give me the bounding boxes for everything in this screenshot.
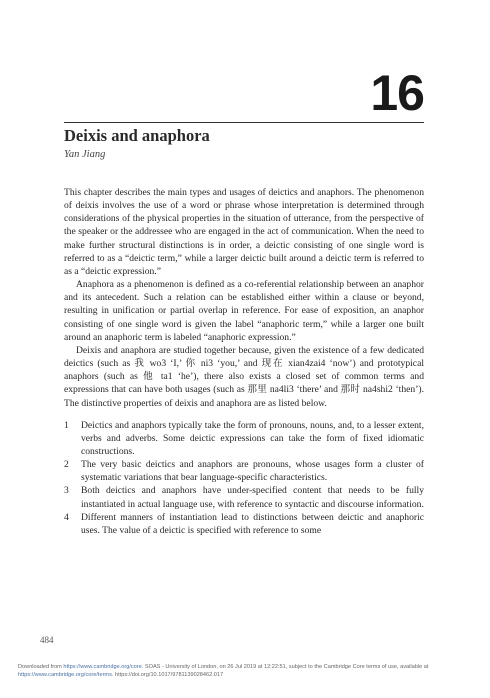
download-footer xyxy=(18,664,478,679)
paragraph: This chapter describes the main types and usages of deictics and anaphors. The phenomenon of deixis involves the use of a word or phrase whose interpretation is determined through considerations of the physical properties in the situation of utterance, from the perspective of the speaker or the addressee who are engaged in the act of communication. When the need to make further structural distinctions is in order, a deictic consisting of one single word is referred to as a “deictic term,” while a larger deictic built around a deictic term is referred to as a “deictic expression.” xyxy=(64,187,424,277)
paragraph: Deixis and anaphora are studied together because, given the existence of a few dedicated deictics (such as 我 wo3 ‘I,’ 你 ni3 ‘you,’ and 现在 xian4zai4 ‘now’) and prototypical anaphors (such as 他 ta1 ‘he’), there also exists a closed set of common terms and expressions that can have both usages (such as 那里 na4li3 ‘there’ and 那时 na4shi2 ‘then’). The distinctive properties of deixis and anaphora are as listed below. xyxy=(64,344,424,409)
footer-doi: . https://doi.org/10.1017/9781139028462.017 xyxy=(111,671,224,678)
core-link[interactable]: https://www.cambridge.org/core xyxy=(63,664,142,670)
chapter-author: Yan Jiang xyxy=(64,149,106,160)
list-item-text: Deictics and anaphors typically take the form of pronouns, nouns, and, to a lesser extent, verbs and adverbs. Some deictic expressions can take the form of fixed idiomatic constructions. xyxy=(81,419,424,457)
page-number: 484 xyxy=(40,635,54,645)
title-rule xyxy=(64,122,424,123)
terms-link[interactable]: https://www.cambridge.org/core/terms xyxy=(18,671,112,678)
list-item xyxy=(64,458,424,484)
list-item xyxy=(64,511,424,537)
list-item-text: Different manners of instantiation lead to distinctions between deictic and anaphoric uses. The value of a deictic is specified with reference to some xyxy=(81,511,424,536)
list-item xyxy=(64,419,424,458)
list-item-text: Both deictics and anaphors have under-specified content that needs to be fully instantiated in actual language use, with reference to syntactic and discourse information. xyxy=(81,485,424,510)
property-list xyxy=(64,419,424,537)
list-item-number: 1 xyxy=(64,419,69,431)
footer-prefix: Downloaded from xyxy=(18,664,64,670)
chapter-title: Deixis and anaphora xyxy=(64,126,210,145)
list-item-number: 3 xyxy=(64,485,69,497)
list-item-number: 4 xyxy=(64,511,69,523)
list-item-text: The very basic deictics and anaphors are pronouns, whose usages form a cluster of systematic variations that bear language-specific characteristics. xyxy=(81,459,424,484)
footer-middle: . SOAS - University of London, on 26 Jul 2019 at 12:22:51, subject to the Cambridge Core terms of use, available at xyxy=(141,664,429,670)
list-item xyxy=(64,484,424,510)
chapter-body xyxy=(64,186,424,537)
paragraph: Anaphora as a phenomenon is defined as a co-referential relationship between an anaphor and its antecedent. Such a relation can be established either within a clause or beyond, resulting in unification or partial overlap in reference. For ease of exposition, an anaphor consisting of one single word is given the label “anaphoric term,” while a larger one built around an anaphoric term is labeled “anaphoric expression.” xyxy=(64,279,424,343)
chapter-number: 16 xyxy=(370,65,424,121)
list-item-number: 2 xyxy=(64,459,69,471)
